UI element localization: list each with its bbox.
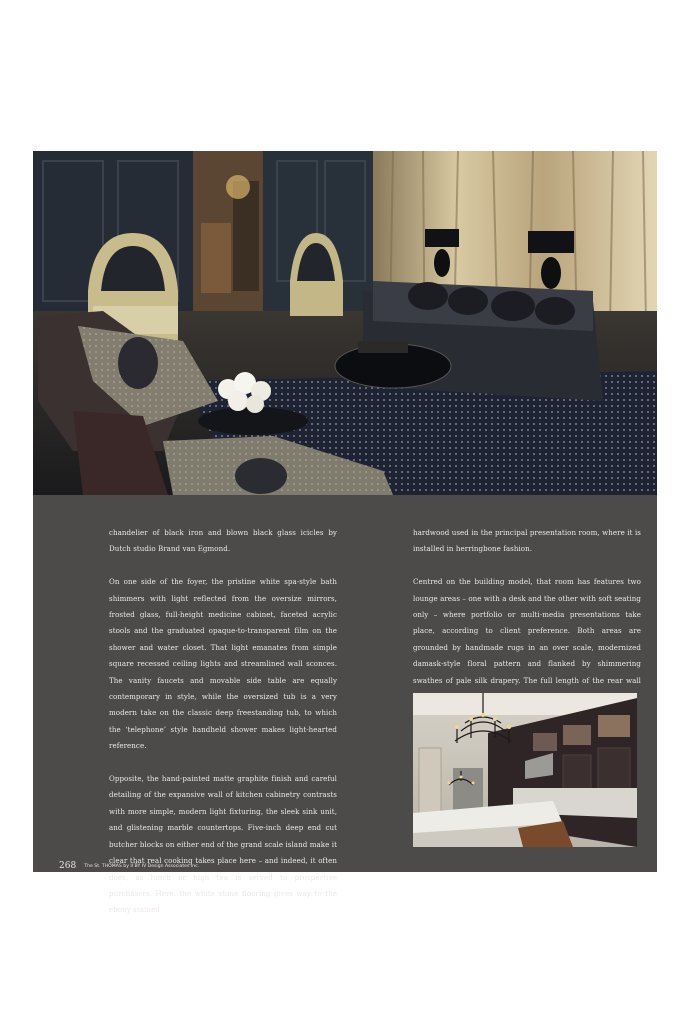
- paragraph: hardwood used in the principal presentation room, where it is installed in herringbone fashion.: [413, 528, 641, 554]
- paragraph: Centred on the building model, that room has features two lounge areas – one with a desk and the other with soft seating only – where portfolio or multi-media presentations take place, according to client preference. Both areas are grounded by handmade rugs in an over scale, modernized damask-style floral pattern and flanked by shimmering swathes of pale silk drapery. The full length of the rear wall: [413, 577, 641, 685]
- page-number: 268: [59, 861, 77, 871]
- credit-line: The St. THOMAS by II BY IV Design Associates Inc.: [84, 864, 200, 869]
- paragraph: On one side of the foyer, the pristine white spa-style bath shimmers with light reflected from the oversize mirrors, frosted glass, full-height medicine cabinet, faceted acrylic stools and the graduated opaque-to-transparent film on the shower and water closet. That light emanates from simple square recessed ceiling lights and streamlined wall sconces. The vanity faucets and movable side table are equally contemporary in style, while the oversized tub is a very modern take on the classic deep freestanding tub, to which the ‘telephone’ style handheld shower makes light-hearted reference.: [109, 577, 337, 751]
- page-footer: [59, 853, 199, 872]
- left-column: [109, 525, 337, 935]
- paragraph: Opposite, the hand-painted matte graphite finish and careful detailing of the expansive wall of kitchen cabinetry contrasts with more simple, modern light fixturing, the sleek sink unit, and glistening marble countertops. Five-inch deep end cut butcher blocks on either end of the grand scale island make it clear that real cooking takes place here – and indeed, it often does, as lunch or high tea is served to prospective purchasers. Here, the white stone flooring gives way to the ebony stained: [109, 774, 337, 915]
- text-panel: [33, 495, 657, 915]
- lounge-room-photo: [33, 151, 657, 495]
- paragraph: chandelier of black iron and blown black glass icicles by Dutch studio Brand van Egmond.: [109, 528, 337, 554]
- kitchen-photo: [413, 693, 637, 847]
